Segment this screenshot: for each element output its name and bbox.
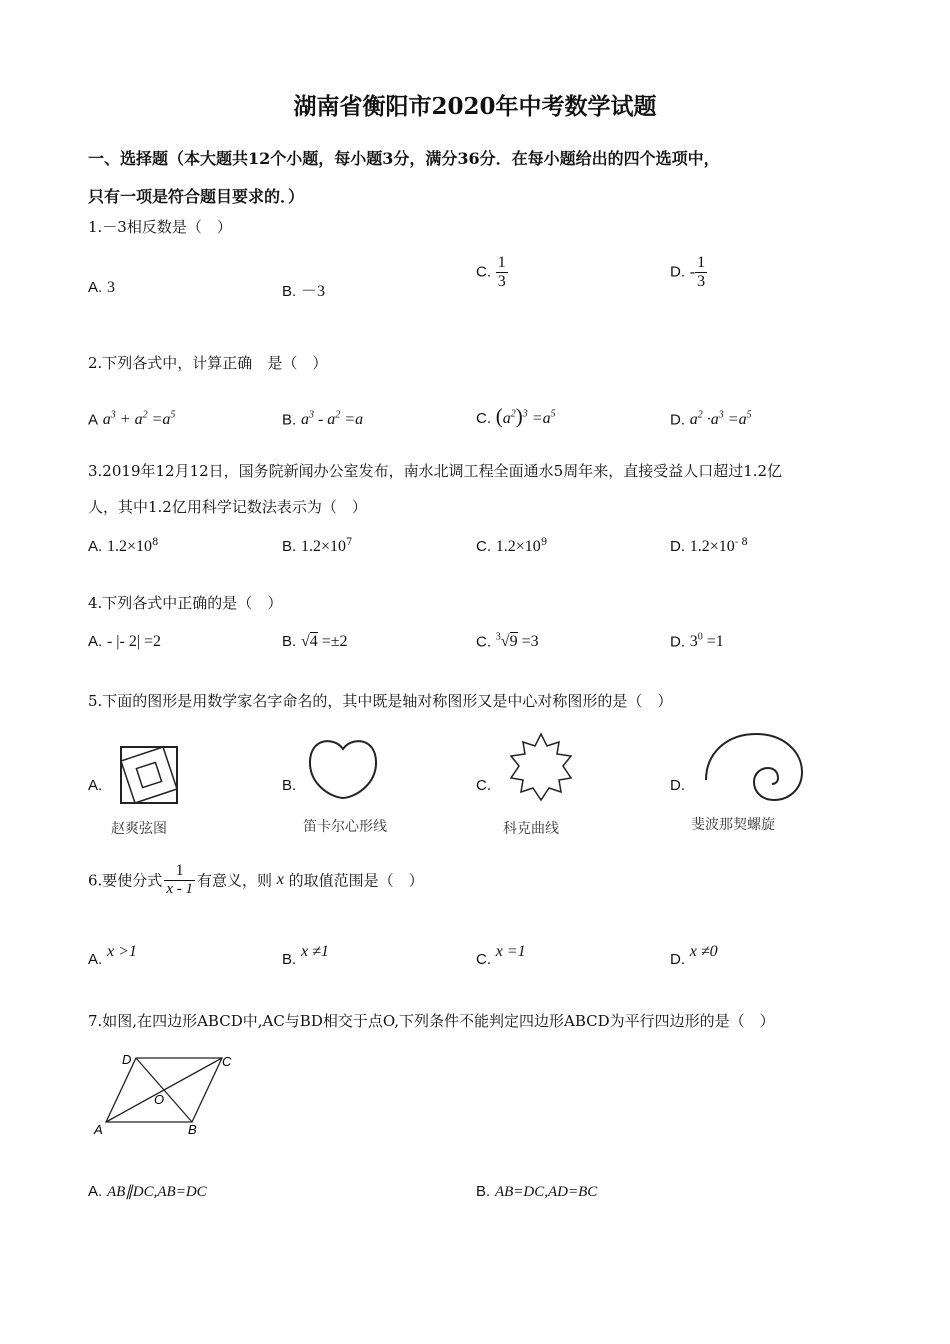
q7-stem: 7.如图,在四边形ABCD中,AC与BD相交于点O,下列条件不能判定四边形ABCD为平行四边形的是（ ） (88, 1012, 775, 1030)
q7-option-a[interactable]: A. AB∥DC,AB=DC (88, 1183, 207, 1200)
q2-option-a[interactable]: A $a^3 + a^2 =a^5$ (88, 410, 176, 429)
q4-option-b[interactable]: B. √4 =±2 (282, 633, 348, 650)
section-heading-line2: 只有一项是符合题目要求的．） (88, 187, 305, 206)
caption-b: 笛卡尔心形线 (303, 819, 387, 835)
vertex-c: C (222, 1054, 232, 1069)
fraction: $\frac{1}{x - 1}$ (166, 862, 193, 897)
caption-d: 斐波那契螺旋 (691, 817, 775, 833)
q4-option-a[interactable]: A. - |- 2| =2 (88, 633, 162, 650)
vertex-a: A (94, 1122, 103, 1137)
cardioid-icon (305, 735, 381, 801)
fibonacci-spiral-icon (700, 728, 810, 808)
vertex-d: D (122, 1052, 132, 1067)
page-title: 湖南省衡阳市2020年中考数学试题 (293, 93, 657, 120)
q6-option-b[interactable]: B. x ≠1 (282, 943, 329, 968)
koch-snowflake-icon (505, 730, 577, 808)
caption-c: 科克曲线 (503, 821, 559, 837)
q4-option-d[interactable]: D. $3^0 =1$ (670, 632, 724, 651)
q1-option-c[interactable]: C. $\frac{1}{3}$ (476, 254, 506, 290)
q3-option-b[interactable]: B. $1.2\times 10^7$ (282, 537, 353, 555)
q3-option-c[interactable]: C. $1.2\times 10^9$ (476, 537, 548, 555)
q1-stem: 1.－3相反数是（ ） (88, 218, 232, 236)
q6-option-a[interactable]: A. x >1 (88, 943, 137, 968)
q1-option-b[interactable]: B. －3 (282, 283, 325, 300)
q5-option-a[interactable]: A. (88, 777, 103, 794)
q3-stem-line1: 3.2019年12月12日，国务院新闻办公室发布，南水北调工程全面通水5周年来，直接受益人口超过1.2亿 (88, 462, 783, 480)
q4-stem: 4.下列各式中正确的是（ ） (88, 594, 283, 612)
caption-a: 赵爽弦图 (111, 821, 167, 837)
q5-option-b[interactable]: B. (282, 777, 297, 794)
q6-option-d[interactable]: D. x ≠0 (670, 943, 718, 968)
q6-option-c[interactable]: C. x =1 (476, 943, 526, 968)
section-heading-line1: 一、选择题（本大题共12个小题，每小题3分，满分36分．在每小题给出的四个选项中， (88, 149, 720, 168)
q2-option-d[interactable]: D. $a^2 \cdot a^3 =a^5$ (670, 410, 752, 429)
point-o: O (154, 1092, 165, 1107)
q6-stem: 6.要使分式 $\frac{1}{x - 1}$ 有意义，则 x 的取值范围是（ ） (88, 862, 424, 897)
q5-option-c[interactable]: C. (476, 777, 491, 794)
q1-option-d[interactable]: D. - $\frac{1}{3}$ (670, 254, 706, 290)
vertex-b: B (188, 1122, 197, 1137)
q4-option-c[interactable]: C. $^3$√9 =3 (476, 632, 539, 651)
parallelogram-figure (92, 1048, 242, 1140)
q5-stem: 5.下面的图形是用数学家名字命名的，其中既是轴对称图形又是中心对称图形的是（ ） (88, 692, 673, 710)
q5-option-d[interactable]: D. (670, 777, 685, 794)
q1-option-a[interactable]: A. 3 (88, 279, 115, 296)
q2-option-b[interactable]: B. $a^3 - a^2 =a$ (282, 410, 364, 429)
q2-option-c[interactable]: C. $(a^2)^3 =a^5$ (476, 404, 556, 428)
q7-option-b[interactable]: B. AB=DC,AD=BC (476, 1183, 598, 1200)
q3-option-a[interactable]: A. $1.2\times 10^8$ (88, 537, 159, 555)
fraction: $\frac{1}{3}$ (497, 254, 506, 290)
q3-stem-line2: 人，其中1.2亿用科学记数法表示为（ ） (88, 498, 367, 516)
q3-option-d[interactable]: D. $1.2\times 10^{- 8}$ (670, 537, 748, 555)
fraction: $\frac{1}{3}$ (697, 254, 706, 290)
zhao-shuang-diagram-icon (118, 744, 180, 806)
q2-stem: 2.下列各式中，计算正确 是（ ） (88, 354, 328, 372)
